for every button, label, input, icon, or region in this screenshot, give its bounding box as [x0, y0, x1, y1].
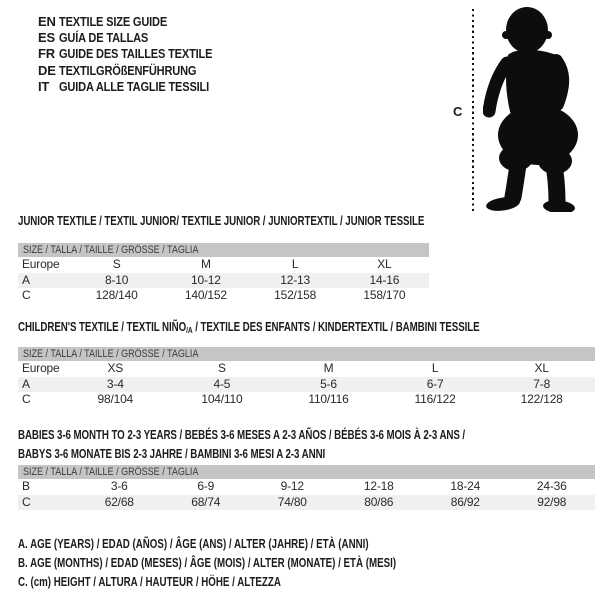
size-cell: S [217, 361, 226, 375]
size-cell: 128/140 [95, 288, 138, 302]
junior-size-table [18, 243, 429, 304]
language-name: GUIDA ALLE TAGLIE TESSILI [59, 78, 210, 94]
size-cell: XL [534, 361, 549, 375]
size-cell: 74/80 [277, 494, 307, 509]
size-cell: 5-6 [320, 376, 337, 391]
babies-section-title [18, 426, 591, 464]
size-cell: 122/128 [520, 392, 563, 406]
size-cell: 80/86 [364, 494, 394, 509]
language-name: GUÍA DE TALLAS [59, 30, 149, 46]
table-row [18, 288, 429, 304]
table-row [18, 257, 429, 273]
language-list [38, 14, 239, 95]
height-dotted-line [472, 9, 474, 211]
row-label: A [22, 376, 30, 391]
size-cell: S [112, 257, 121, 271]
row-label: C [22, 494, 31, 509]
size-cell: 24-36 [536, 479, 567, 493]
size-cell: 98/104 [97, 392, 134, 406]
babies-title-line2: BABYS 3-6 MONATE BIS 2-3 JAHRE / BAMBINI 3-6 MESI A 2-3 ANNI [18, 447, 326, 461]
babies-title-line1: BABIES 3-6 MONTH TO 2-3 YEARS / BEBÉS 3-6 MESES A 2-3 AÑOS / BÉBÉS 3-6 MOIS À 2-3 ANS / [18, 428, 466, 442]
row-label: B [22, 479, 30, 493]
size-cell: 3-4 [106, 376, 124, 391]
size-cell: 68/74 [191, 494, 221, 509]
table-row [18, 273, 429, 289]
language-row [38, 30, 239, 46]
size-cell: M [323, 361, 334, 375]
language-name: TEXTILE SIZE GUIDE [59, 14, 168, 29]
language-row [38, 46, 239, 62]
size-cell: 104/110 [201, 392, 243, 406]
size-cell: 158/170 [363, 288, 406, 302]
footnotes [18, 535, 503, 592]
height-label-c: C [453, 104, 463, 119]
size-cell: 3-6 [110, 479, 128, 493]
footnote-b: B. AGE (MONTHS) / EDAD (MESES) / ÂGE (MOIS) / ALTER (MONATE) / ETÀ (MESI) [18, 556, 397, 570]
size-cell: XS [107, 361, 124, 375]
table-row [18, 495, 595, 511]
size-cell: 86/92 [450, 494, 480, 509]
table-row [18, 479, 595, 495]
size-cell: 62/68 [104, 494, 134, 509]
baby-silhouette-icon [483, 5, 587, 212]
children-size-table [18, 347, 595, 408]
size-cell: 92/98 [537, 494, 567, 509]
language-name: TEXTILGRÖßENFÜHRUNG [59, 62, 197, 78]
language-code: DE [38, 62, 56, 78]
size-header-label: SIZE / TALLA / TAILLE / GRÖSSE / TAGLIA [23, 466, 199, 478]
children-section-title: CHILDREN'S TEXTILE / TEXTIL $NIÑO_{/A}$ / TEXTILE DES ENFANTS / KINDERTEXTIL / BAMBINI TESSILE [18, 320, 480, 335]
size-cell: L [431, 361, 439, 375]
table-row [18, 361, 595, 377]
size-cell: 8-10 [105, 272, 129, 287]
size-header-label: SIZE / TALLA / TAILLE / GRÖSSE / TAGLIA [23, 348, 199, 360]
language-row [38, 79, 239, 95]
row-label: Europe [22, 361, 60, 375]
size-header-label: SIZE / TALLA / TAILLE / GRÖSSE / TAGLIA [23, 244, 199, 256]
size-cell: 152/158 [274, 288, 317, 302]
children-title-sub: /A [186, 325, 193, 335]
row-label: C [22, 288, 31, 302]
language-code: IT [38, 78, 50, 94]
size-cell: 18-24 [450, 479, 481, 493]
footnote-c: C. (cm) HEIGHT / ALTURA / HAUTEUR / HÖHE / ALTEZZA [18, 575, 281, 589]
size-cell: 7-8 [533, 376, 551, 391]
size-cell: 6-7 [426, 376, 444, 391]
size-cell: 10-12 [191, 272, 221, 287]
size-cell: 6-9 [197, 479, 215, 493]
size-cell: 4-5 [213, 376, 231, 391]
size-header-bar [18, 465, 595, 479]
size-cell: 12-13 [280, 272, 310, 287]
size-cell: 12-18 [363, 479, 394, 493]
language-code: ES [38, 30, 55, 46]
row-label: Europe [22, 257, 60, 271]
language-code: EN [38, 14, 56, 29]
size-cell: M [200, 257, 211, 271]
table-row [18, 392, 595, 408]
language-row [38, 14, 239, 30]
size-cell: 14-16 [369, 272, 400, 287]
language-code: FR [38, 46, 55, 62]
size-cell: L [291, 257, 299, 271]
language-row [38, 63, 239, 79]
language-name: GUIDE DES TAILLES TEXTILE [59, 46, 213, 62]
size-cell: 110/116 [308, 392, 349, 406]
junior-section-title: JUNIOR TEXTILE / TEXTIL JUNIOR/ TEXTILE JUNIOR / JUNIORTEXTIL / JUNIOR TESSILE [18, 214, 425, 228]
size-cell: 116/122 [414, 392, 456, 406]
size-header-bar [18, 347, 595, 361]
table-row [18, 377, 595, 393]
size-cell: XL [377, 257, 392, 271]
size-header-bar [18, 243, 429, 257]
row-label: A [22, 272, 30, 287]
row-label: C [22, 392, 31, 406]
babies-size-table [18, 465, 595, 510]
size-cell: 9-12 [280, 479, 304, 493]
size-cell: 140/152 [184, 288, 227, 302]
footnote-a: A. AGE (YEARS) / EDAD (AÑOS) / ÂGE (ANS) / ALTER (JAHRE) / ETÀ (ANNI) [18, 537, 369, 551]
